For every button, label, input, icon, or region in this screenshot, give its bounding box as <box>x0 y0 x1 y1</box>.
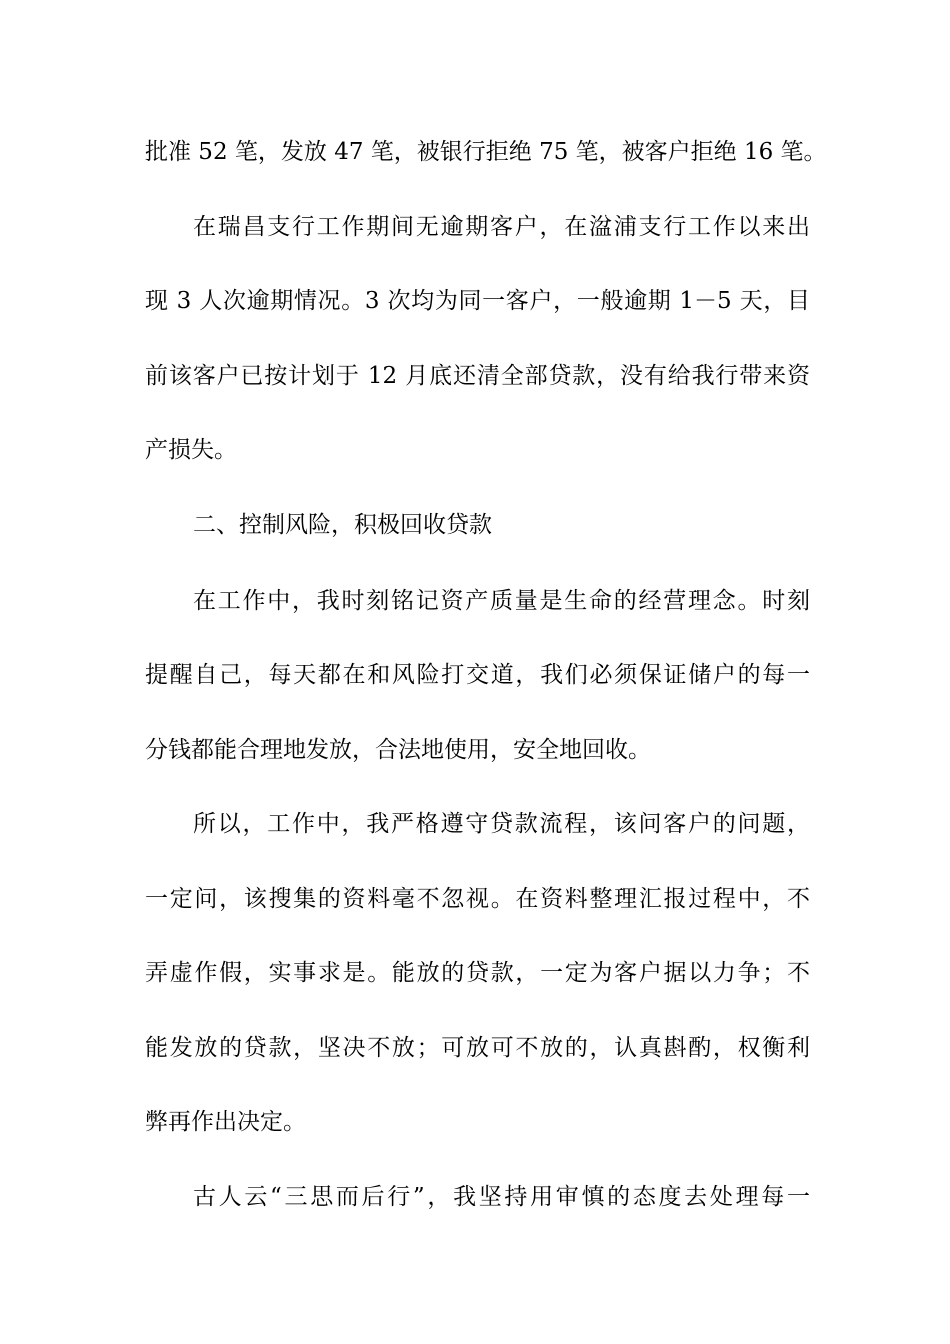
text-line: 一定问，该搜集的资料毫不忽视。在资料整理汇报过程中，不 <box>145 886 810 912</box>
text-line: 现 3 人次逾期情况。3 次均为同一客户，一般逾期 1－5 天，目 <box>145 288 810 314</box>
text-line: 所以，工作中，我严格遵守贷款流程，该问客户的问题， <box>193 811 810 837</box>
text-line: 在工作中，我时刻铭记资产质量是生命的经营理念。时刻 <box>193 588 810 614</box>
text-line: 批准 52 笔，发放 47 笔，被银行拒绝 75 笔，被客户拒绝 16 笔。 <box>145 139 827 165</box>
text-line: 古人云“三思而后行”，我坚持用审慎的态度去处理每一 <box>193 1184 810 1210</box>
text-line: 在瑞昌支行工作期间无逾期客户，在湓浦支行工作以来出 <box>193 214 810 240</box>
text-line: 能发放的贷款，坚决不放；可放可不放的，认真斟酌，权衡利 <box>145 1035 810 1061</box>
text-line: 弄虚作假，实事求是。能放的贷款，一定为客户据以力争；不 <box>145 960 810 986</box>
text-line: 提醒自己，每天都在和风险打交道，我们必须保证储户的每一 <box>145 662 810 688</box>
text-line: 分钱都能合理地发放，合法地使用，安全地回收。 <box>145 737 651 763</box>
text-line: 产损失。 <box>145 437 237 463</box>
text-line: 前该客户已按计划于 12 月底还清全部贷款，没有给我行带来资 <box>145 363 810 389</box>
section-heading: 二、控制风险，积极回收贷款 <box>193 512 492 538</box>
text-line: 弊再作出决定。 <box>145 1109 306 1135</box>
